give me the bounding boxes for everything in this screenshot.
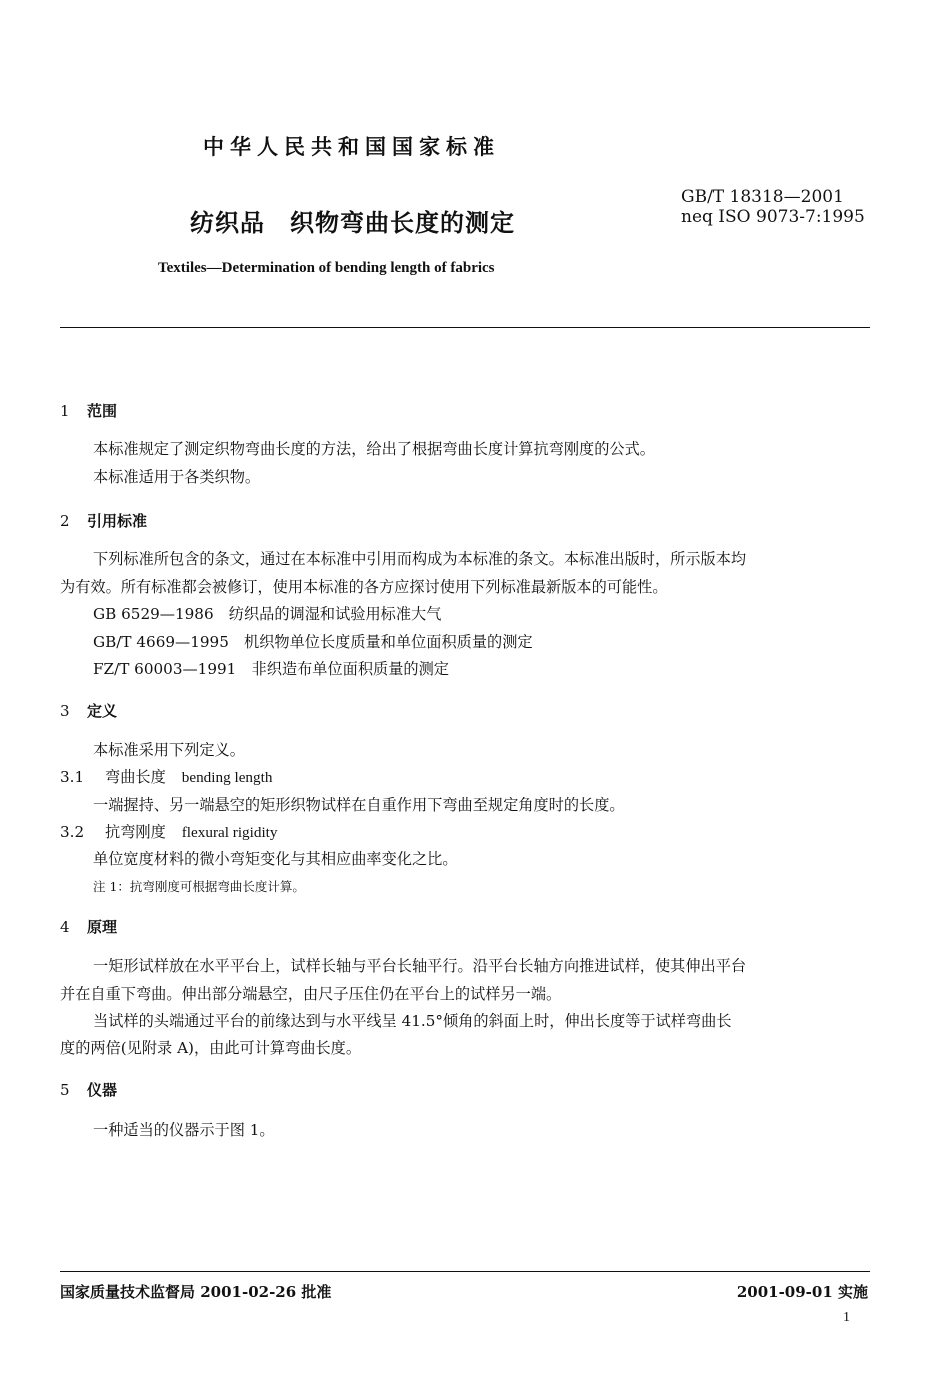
section-title: 原理 [87, 918, 118, 936]
definition-text: 一端握持、另一端悬空的矩形织物试样在自重作用下弯曲至规定角度时的长度。 [93, 796, 625, 814]
paragraph-continuation: 为有效。所有标准都会被修订，使用本标准的各方应探讨使用下列标准最新版本的可能性。 [60, 578, 668, 596]
paragraph: 一种适当的仪器示于图 1。 [93, 1121, 275, 1139]
definition-3-1 [60, 766, 272, 787]
page-number: 1 [843, 1310, 850, 1325]
document-title-cn: 纺织品 织物弯曲长度的测定 [190, 208, 515, 237]
paragraph: 本标准规定了测定织物弯曲长度的方法，给出了根据弯曲长度计算抗弯刚度的公式。 [93, 440, 655, 458]
document-title-en: Textiles—Determination of bending length of fabrics [158, 260, 495, 276]
standard-code: GB/T 18318—2001 [681, 187, 844, 207]
paragraph: 一矩形试样放在水平平台上，试样长轴与平台长轴平行。沿平台长轴方向推进试样，使其伸出平台 [93, 957, 747, 975]
section-number: 2 [60, 512, 70, 530]
section-3-heading [60, 700, 117, 721]
section-title: 引用标准 [87, 512, 148, 530]
section-number: 3 [60, 702, 70, 720]
paragraph: 下列标准所包含的条文，通过在本标准中引用而构成为本标准的条文。本标准出版时，所示版本均 [93, 550, 747, 568]
reference-standard: GB 6529—1986 纺织品的调湿和试验用标准大气 [93, 605, 442, 623]
reference-standard: FZ/T 60003—1991 非织造布单位面积质量的测定 [93, 660, 449, 678]
paragraph: 本标准采用下列定义。 [93, 741, 245, 759]
section-number: 5 [60, 1081, 70, 1099]
section-title: 范围 [87, 402, 118, 420]
section-1-heading [60, 400, 117, 421]
equivalent-iso-code: neq ISO 9073-7:1995 [681, 207, 865, 227]
section-number: 4 [60, 918, 70, 936]
section-5-heading [60, 1079, 117, 1100]
national-standard-heading: 中华人民共和国国家标准 [203, 134, 500, 159]
standard-code-block [681, 187, 865, 227]
definition-term: 抗弯刚度 [105, 823, 166, 841]
paragraph-continuation: 度的两倍(见附录 A)，由此可计算弯曲长度。 [60, 1039, 362, 1057]
definition-number: 3.2 [60, 823, 85, 841]
paragraph: 本标准适用于各类织物。 [93, 468, 261, 486]
note: 注 1：抗弯刚度可根据弯曲长度计算。 [93, 879, 305, 894]
header-divider [60, 327, 870, 328]
definition-number: 3.1 [60, 768, 85, 786]
section-title: 定义 [87, 702, 118, 720]
definition-term: 弯曲长度 [105, 768, 166, 786]
definition-3-2 [60, 821, 278, 842]
definition-term-en: flexural rigidity [181, 824, 278, 841]
implementation-date: 2001-09-01 实施 [736, 1283, 868, 1301]
paragraph: 当试样的头端通过平台的前缘达到与水平线呈 41.5°倾角的斜面上时，伸出长度等于试样弯曲长 [93, 1012, 732, 1030]
reference-standard: GB/T 4669—1995 机织物单位长度质量和单位面积质量的测定 [93, 633, 533, 651]
definition-text: 单位宽度材料的微小弯矩变化与其相应曲率变化之比。 [93, 850, 458, 868]
footer-divider [60, 1271, 870, 1272]
definition-term-en: bending length [181, 769, 273, 786]
paragraph-continuation: 并在自重下弯曲。伸出部分端悬空，由尺子压住仍在平台上的试样另一端。 [60, 985, 562, 1003]
approval-line: 国家质量技术监督局 2001-02-26 批准 [60, 1283, 332, 1301]
section-2-heading [60, 510, 147, 531]
section-4-heading [60, 916, 117, 937]
section-title: 仪器 [87, 1081, 118, 1099]
section-number: 1 [60, 402, 70, 420]
